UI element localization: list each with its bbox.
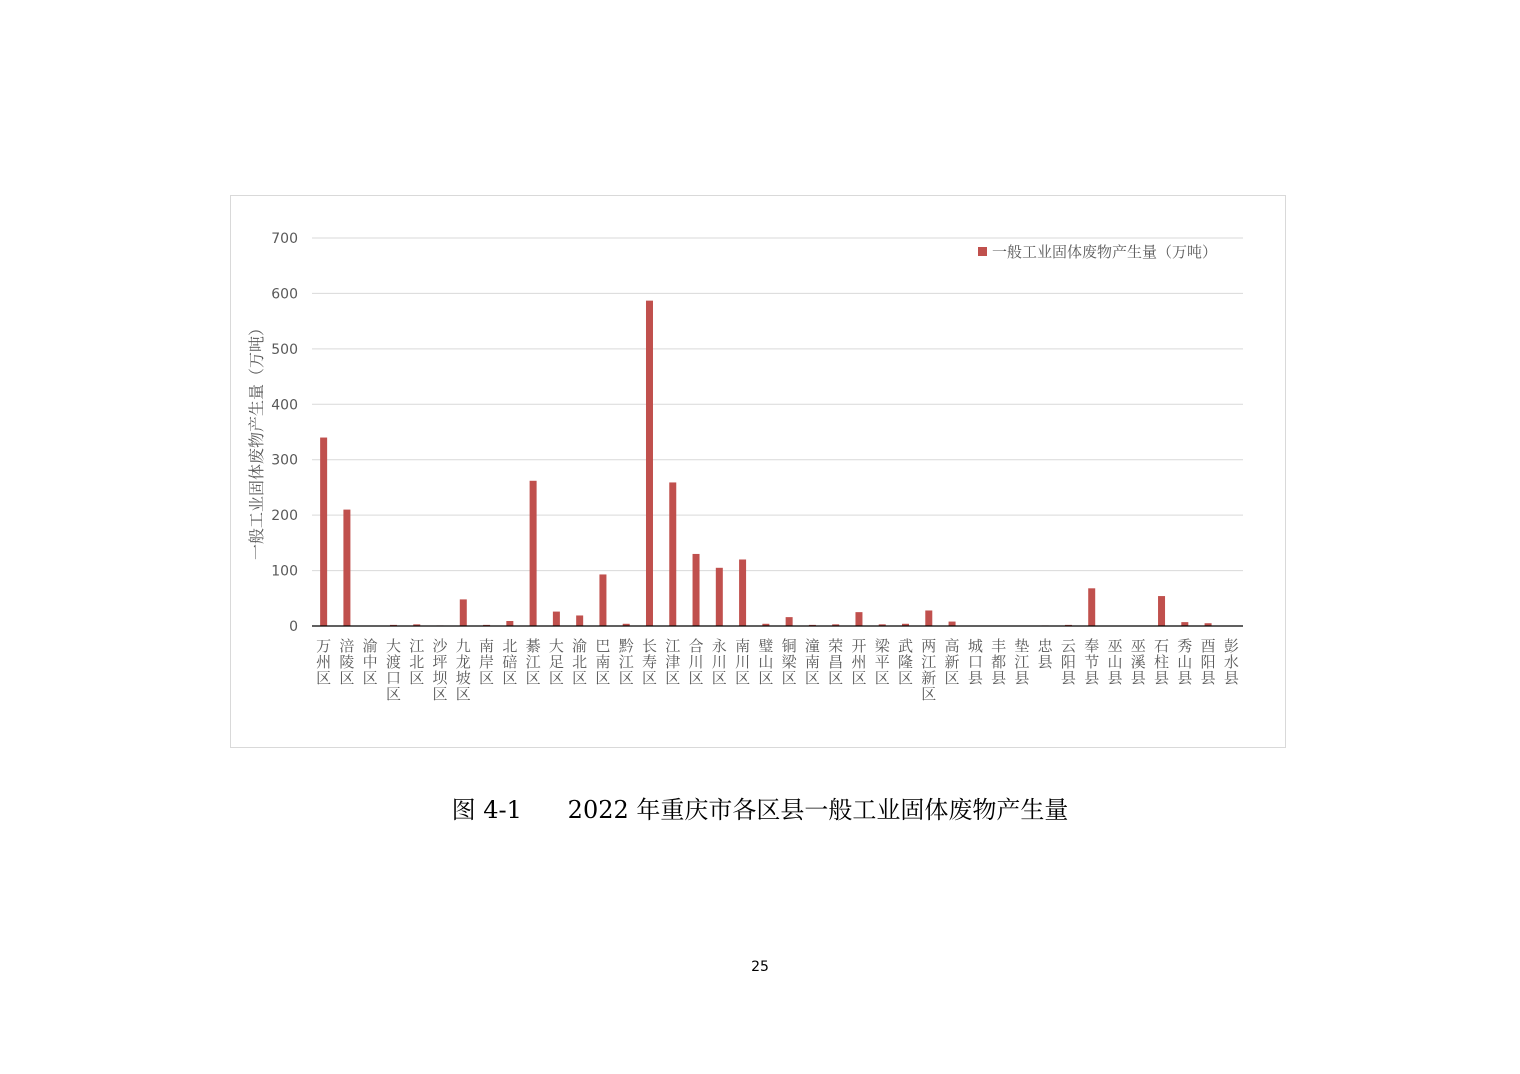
- bar: [343, 510, 350, 626]
- y-tick-label: 700: [271, 231, 298, 247]
- x-tick-label: 渝北区: [572, 637, 588, 687]
- y-tick-label: 200: [271, 508, 298, 525]
- bar: [530, 481, 537, 626]
- y-tick-label: 0: [289, 619, 298, 635]
- x-tick-label: 城口县: [967, 637, 983, 687]
- x-tick-label: 合川区: [688, 637, 704, 687]
- y-tick-labels: [271, 231, 298, 635]
- x-tick-label: 石柱县: [1154, 637, 1170, 687]
- bar: [506, 621, 513, 626]
- x-tick-label: 奉节县: [1084, 637, 1100, 687]
- legend: [978, 243, 1217, 261]
- x-tick-label: 巫山县: [1107, 637, 1123, 687]
- bar: [553, 612, 560, 626]
- bar: [669, 482, 676, 626]
- x-tick-label: 两江新区: [921, 637, 937, 703]
- x-tick-label: 秀山县: [1177, 637, 1193, 687]
- bar: [693, 554, 700, 626]
- bars: [320, 301, 1235, 626]
- x-tick-label: 大足区: [548, 637, 564, 687]
- x-tick-label: 巴南区: [595, 637, 611, 687]
- bar: [646, 301, 653, 626]
- x-tick-labels: [316, 637, 1239, 703]
- x-tick-label: 高新区: [944, 637, 960, 687]
- bar: [460, 599, 467, 626]
- x-tick-label: 云阳县: [1060, 637, 1076, 687]
- x-tick-label: 忠县: [1037, 637, 1053, 671]
- caption-label: 图 4-1: [451, 796, 522, 824]
- bar: [716, 568, 723, 626]
- x-tick-label: 南川区: [735, 637, 751, 687]
- bar: [576, 615, 583, 626]
- x-tick-label: 铜梁区: [781, 637, 797, 687]
- y-tick-label: 500: [271, 341, 298, 358]
- bar: [599, 574, 606, 626]
- x-tick-label: 彭水县: [1223, 637, 1239, 687]
- x-tick-label: 大渡口区: [385, 637, 401, 703]
- figure-caption: [0, 790, 1520, 825]
- legend-label: 一般工业固体废物产生量（万吨）: [992, 243, 1218, 261]
- x-tick-label: 江北区: [409, 637, 425, 687]
- page-number: 25: [751, 959, 769, 975]
- x-tick-label: 涪陵区: [339, 637, 355, 687]
- x-tick-label: 沙坪坝区: [432, 637, 448, 703]
- grid-lines: [312, 238, 1243, 571]
- x-tick-label: 璧山区: [758, 637, 774, 687]
- bar: [320, 438, 327, 626]
- x-tick-label: 垫江县: [1014, 637, 1030, 687]
- x-tick-label: 潼南区: [804, 637, 820, 687]
- x-tick-label: 长寿区: [641, 637, 657, 687]
- y-tick-label: 400: [271, 397, 298, 414]
- x-tick-label: 九龙坡区: [455, 637, 471, 703]
- x-tick-label: 渝中区: [362, 637, 378, 687]
- x-tick-label: 江津区: [665, 637, 681, 687]
- x-tick-label: 北碚区: [502, 637, 518, 687]
- x-tick-label: 开州区: [851, 637, 867, 687]
- caption-title: 2022 年重庆市各区县一般工业固体废物产生量: [567, 796, 1069, 824]
- bar: [1158, 596, 1165, 626]
- bar: [855, 612, 862, 626]
- x-tick-label: 梁平区: [874, 637, 890, 687]
- bar: [786, 617, 793, 626]
- x-tick-label: 永川区: [711, 637, 727, 687]
- x-tick-label: 荣昌区: [828, 637, 844, 687]
- bar: [925, 610, 932, 626]
- bar: [1088, 588, 1095, 626]
- x-tick-label: 丰都县: [991, 637, 1007, 687]
- y-tick-label: 300: [271, 452, 298, 469]
- x-tick-label: 酉阳县: [1200, 637, 1216, 687]
- bar: [739, 559, 746, 626]
- x-tick-label: 巫溪县: [1130, 637, 1146, 687]
- x-tick-label: 武隆区: [898, 637, 914, 687]
- x-tick-label: 万州区: [316, 637, 332, 687]
- x-tick-label: 黔江区: [618, 637, 634, 687]
- x-tick-label: 南岸区: [479, 637, 495, 687]
- x-tick-label: 綦江区: [525, 637, 541, 687]
- y-tick-label: 100: [271, 563, 298, 580]
- y-tick-label: 600: [271, 286, 298, 303]
- y-axis-label: 一般工业固体废物产生量（万吨）: [247, 319, 266, 561]
- bar: [949, 622, 956, 626]
- legend-swatch: [978, 247, 987, 256]
